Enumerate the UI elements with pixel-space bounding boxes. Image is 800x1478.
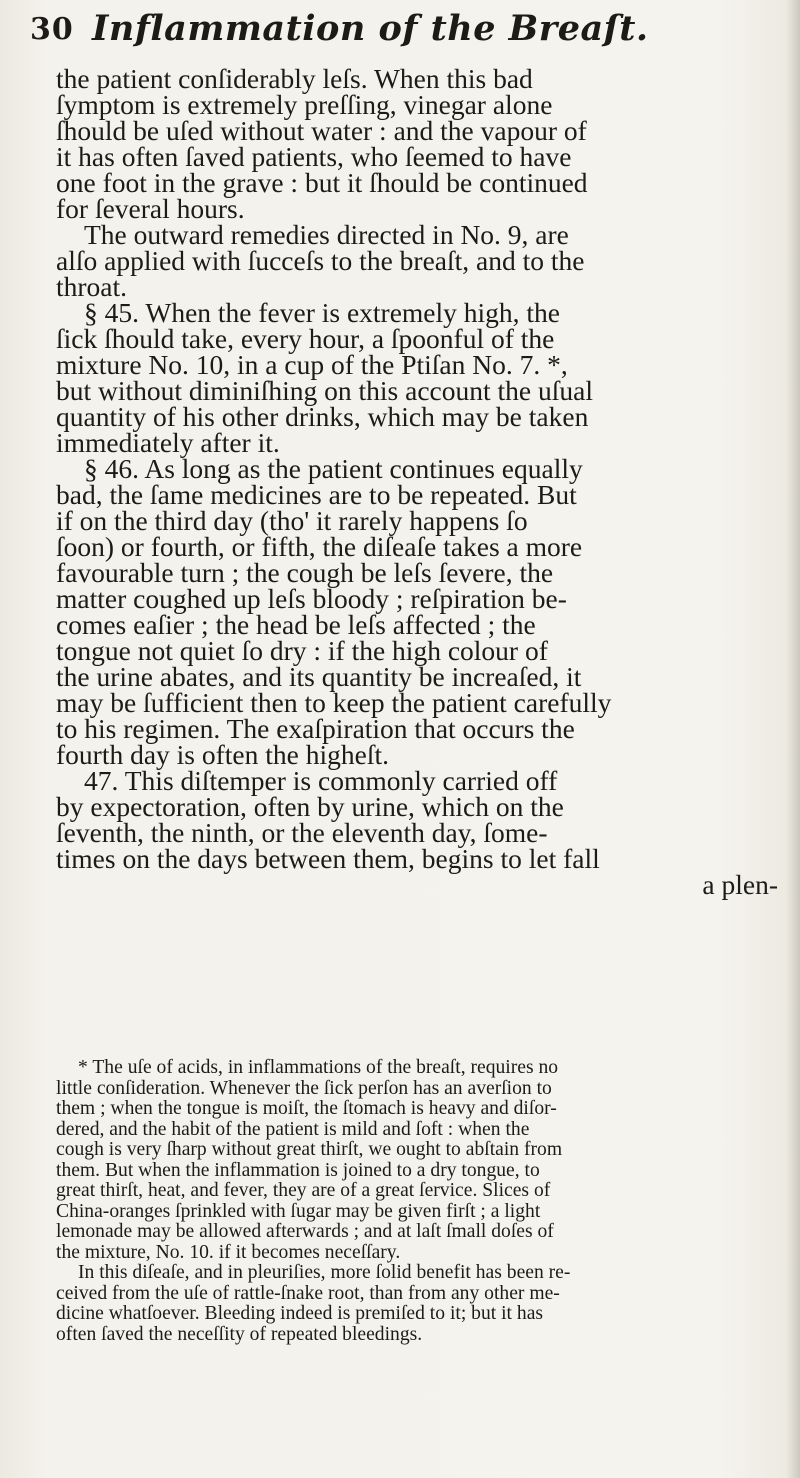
catchword: a plen- (702, 869, 778, 900)
text-line: one foot in the grave : but it ſhould be continued (56, 167, 588, 198)
footnote-line: China-oranges ſprinkled with ſugar may be given firſt ; a light (56, 1200, 541, 1222)
text-line: comes eaſier ; the head be leſs affected ; the (56, 609, 536, 640)
footnote-line: them. But when the inflammation is joined to a dry tongue, to (56, 1159, 540, 1181)
text-line: ſoon) or fourth, or fifth, the diſeaſe takes a more (56, 531, 583, 562)
running-title: Inflammation of the Breaſt. (92, 8, 649, 49)
text-line: favourable turn ; the cough be leſs ſevere, the (56, 557, 554, 588)
text-line: fourth day is often the higheſt. (56, 739, 389, 770)
page-number: 30 (30, 12, 74, 47)
text-line: mixture No. 10, in a cup of the Ptiſan No. 7. *, (56, 349, 568, 380)
text-line: the urine abates, and its quantity be increaſed, it (56, 661, 582, 692)
text-line: alſo applied with ſucceſs to the breaſt, and to the (56, 245, 585, 276)
main-text (56, 63, 786, 900)
footnote-line: little conſideration. Whenever the ſick perſon has an averſion to (56, 1077, 552, 1099)
footnote-line: often ſaved the neceſſity of repeated bleedings. (56, 1323, 423, 1345)
text-line: 47. This diſtemper is commonly carried off (84, 765, 558, 796)
text-line: may be ſufficient then to keep the patient carefully (56, 687, 612, 718)
footnote-line: cough is very ſharp without great thirſt, we ought to abſtain from (56, 1139, 563, 1160)
text-line: The outward remedies directed in No. 9, are (84, 219, 569, 250)
text-line: immediately after it. (56, 427, 280, 458)
text-line: it has often ſaved patients, who ſeemed to have (56, 141, 572, 172)
footnote-line: lemonade may be allowed afterwards ; and at laſt ſmall doſes of (56, 1221, 554, 1242)
text-line: ſeventh, the ninth, or the eleventh day, ſome- (56, 817, 548, 848)
page-header (30, 6, 750, 58)
text-line: quantity of his other drinks, which may be taken (56, 401, 589, 432)
footnote-line: * The uſe of acids, in inflammations of the breaſt, requires no (78, 1057, 559, 1078)
text-line: to his regimen. The exaſpiration that occurs the (56, 713, 575, 744)
footnote-line: ceived from the uſe of rattle-ſnake root, than from any other me- (56, 1282, 560, 1304)
text-line: the patient conſiderably leſs. When this bad (56, 63, 533, 94)
footnote-line: them ; when the tongue is moiſt, the ſtomach is heavy and diſor- (56, 1098, 557, 1119)
text-line: but without diminiſhing on this account the uſual (56, 375, 593, 406)
text-line: if on the third day (tho' it rarely happens ſo (56, 505, 528, 536)
text-line: bad, the ſame medicines are to be repeated. But (56, 479, 577, 510)
text-line: ſick ſhould take, every hour, a ſpoonful of the (56, 323, 555, 354)
text-line: ſhould be uſed without water : and the vapour of (56, 115, 587, 146)
footnote-line: In this diſeaſe, and in pleuriſies, more ſolid benefit has been re- (78, 1262, 571, 1283)
text-line: for ſeveral hours. (56, 193, 245, 224)
text-line: throat. (56, 271, 128, 302)
text-line: § 45. When the fever is extremely high, the (84, 297, 561, 328)
footnote-line: dicine whatſoever. Bleeding indeed is premiſed to it; but it has (56, 1303, 544, 1324)
footnotes (56, 1058, 776, 1345)
footnote-line: great thirſt, heat, and fever, they are of a great ſervice. Slices of (56, 1180, 551, 1201)
text-line: § 46. As long as the patient continues equally (84, 453, 583, 484)
footnote-line: the mixture, No. 10. if it becomes neceſſary. (56, 1241, 401, 1263)
text-line: by expectoration, often by urine, which on the (56, 791, 564, 822)
text-line: matter coughed up leſs bloody ; reſpiration be- (56, 583, 567, 614)
text-line: tongue not quiet ſo dry : if the high colour of (56, 635, 548, 666)
footnote-line: dered, and the habit of the patient is mild and ſoft : when the (56, 1118, 530, 1140)
text-line: times on the days between them, begins to let fall (56, 843, 600, 874)
text-line: ſymptom is extremely preſſing, vinegar alone (56, 89, 553, 120)
